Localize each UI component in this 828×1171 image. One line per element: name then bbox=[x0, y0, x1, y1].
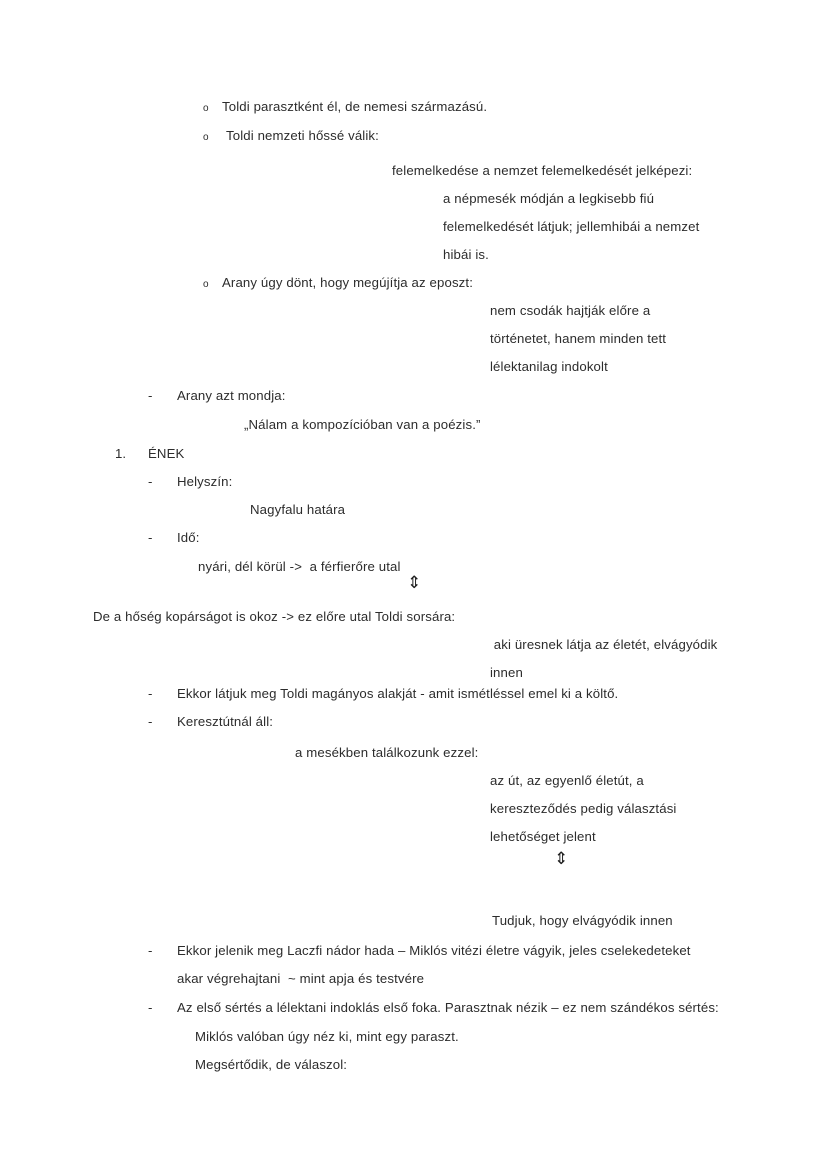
bullet-dash-marker: - bbox=[148, 943, 153, 958]
paragraph-felemelkedese-jelkepezi: felemelkedése a nemzet felemelkedését jelképezi: bbox=[392, 163, 693, 178]
paragraph-mesekben-talalkozunk: a mesékben találkozunk ezzel: bbox=[295, 745, 479, 760]
paragraph-az-ut-egyenlo-eletut: az út, az egyenlő életút, a bbox=[490, 773, 644, 788]
paragraph-nyari-del-korul: nyári, dél körül -> a férfierőre utal bbox=[198, 559, 401, 574]
paragraph-lehetoseget-jelent: lehetőséget jelent bbox=[490, 829, 596, 844]
heading-enek: ÉNEK bbox=[148, 446, 185, 461]
paragraph-laczfi-nador-hada: Ekkor jelenik meg Laczfi nádor hada – Miklós vitézi életre vágyik, jeles cselekedeteket bbox=[177, 943, 691, 958]
bullet-dash-marker: - bbox=[148, 686, 153, 701]
paragraph-elso-sertes: Az első sértés a lélektani indoklás első foka. Parasztnak nézik – ez nem szándékos sértés: bbox=[177, 1000, 719, 1015]
paragraph-arany-megujitja-eposzt: Arany úgy dönt, hogy megújítja az eposzt: bbox=[222, 275, 473, 290]
bullet-dash-marker: - bbox=[148, 474, 153, 489]
paragraph-tortenetet-hanem: történetet, hanem minden tett bbox=[490, 331, 667, 346]
bullet-dash-marker: - bbox=[148, 714, 153, 729]
paragraph-nepmesek-modjan: a népmesék módján a legkisebb fiú bbox=[443, 191, 655, 206]
paragraph-lelektanilag-indokolt: lélektanilag indokolt bbox=[490, 359, 608, 374]
updown-arrow-icon: ⇕ bbox=[407, 573, 422, 593]
paragraph-helyszin-label: Helyszín: bbox=[177, 474, 233, 489]
paragraph-akar-vegrehajtani: akar végrehajtani ~ mint apja és testvére bbox=[177, 971, 425, 986]
paragraph-nem-csodak: nem csodák hajtják előre a bbox=[490, 303, 651, 318]
paragraph-miklos-valoban: Miklós valóban úgy néz ki, mint egy paraszt. bbox=[195, 1029, 459, 1044]
bullet-circle-marker: o bbox=[203, 279, 209, 290]
paragraph-kereszetezodes-valasztasi: kereszteződés pedig választási bbox=[490, 801, 677, 816]
bullet-dash-marker: - bbox=[148, 530, 153, 545]
paragraph-toldi-paraszt: Toldi parasztként él, de nemesi származású. bbox=[222, 99, 488, 114]
quotation-nalam-a-kompozicioban: „Nálam a kompozícióban van a poézis.” bbox=[244, 417, 481, 432]
paragraph-keresztutnal-all: Keresztútnál áll: bbox=[177, 714, 274, 729]
list-number-marker: 1. bbox=[115, 446, 126, 461]
paragraph-megsertodik-valaszol: Megsértődik, de válaszol: bbox=[195, 1057, 348, 1072]
paragraph-toldi-nemzeti-hos: Toldi nemzeti hőssé válik: bbox=[226, 128, 379, 143]
bullet-circle-marker: o bbox=[203, 132, 209, 143]
paragraph-de-a-hoseg: De a hőség kopárságot is okoz -> ez előre utal Toldi sorsára: bbox=[93, 609, 456, 624]
paragraph-felemelkedeset-latjuk: felemelkedését látjuk; jellemhibái a nemzet bbox=[443, 219, 700, 234]
bullet-dash-marker: - bbox=[148, 388, 153, 403]
paragraph-nagyfalu-hatara: Nagyfalu határa bbox=[250, 502, 346, 517]
paragraph-ekkor-latjuk-magany: Ekkor látjuk meg Toldi magányos alakját - amit ismétléssel emel ki a költő. bbox=[177, 686, 619, 701]
paragraph-ido-label: Idő: bbox=[177, 530, 200, 545]
paragraph-arany-azt-mondja: Arany azt mondja: bbox=[177, 388, 286, 403]
bullet-circle-marker: o bbox=[203, 103, 209, 114]
paragraph-aki-uresnek: aki üresnek látja az életét, elvágyódik bbox=[490, 637, 718, 652]
paragraph-hibai-is: hibái is. bbox=[443, 247, 489, 262]
paragraph-innen: innen bbox=[490, 665, 523, 680]
bullet-dash-marker: - bbox=[148, 1000, 153, 1015]
updown-arrow-icon: ⇕ bbox=[554, 849, 569, 869]
paragraph-tudjuk-elvagyodik: Tudjuk, hogy elvágyódik innen bbox=[492, 913, 673, 928]
